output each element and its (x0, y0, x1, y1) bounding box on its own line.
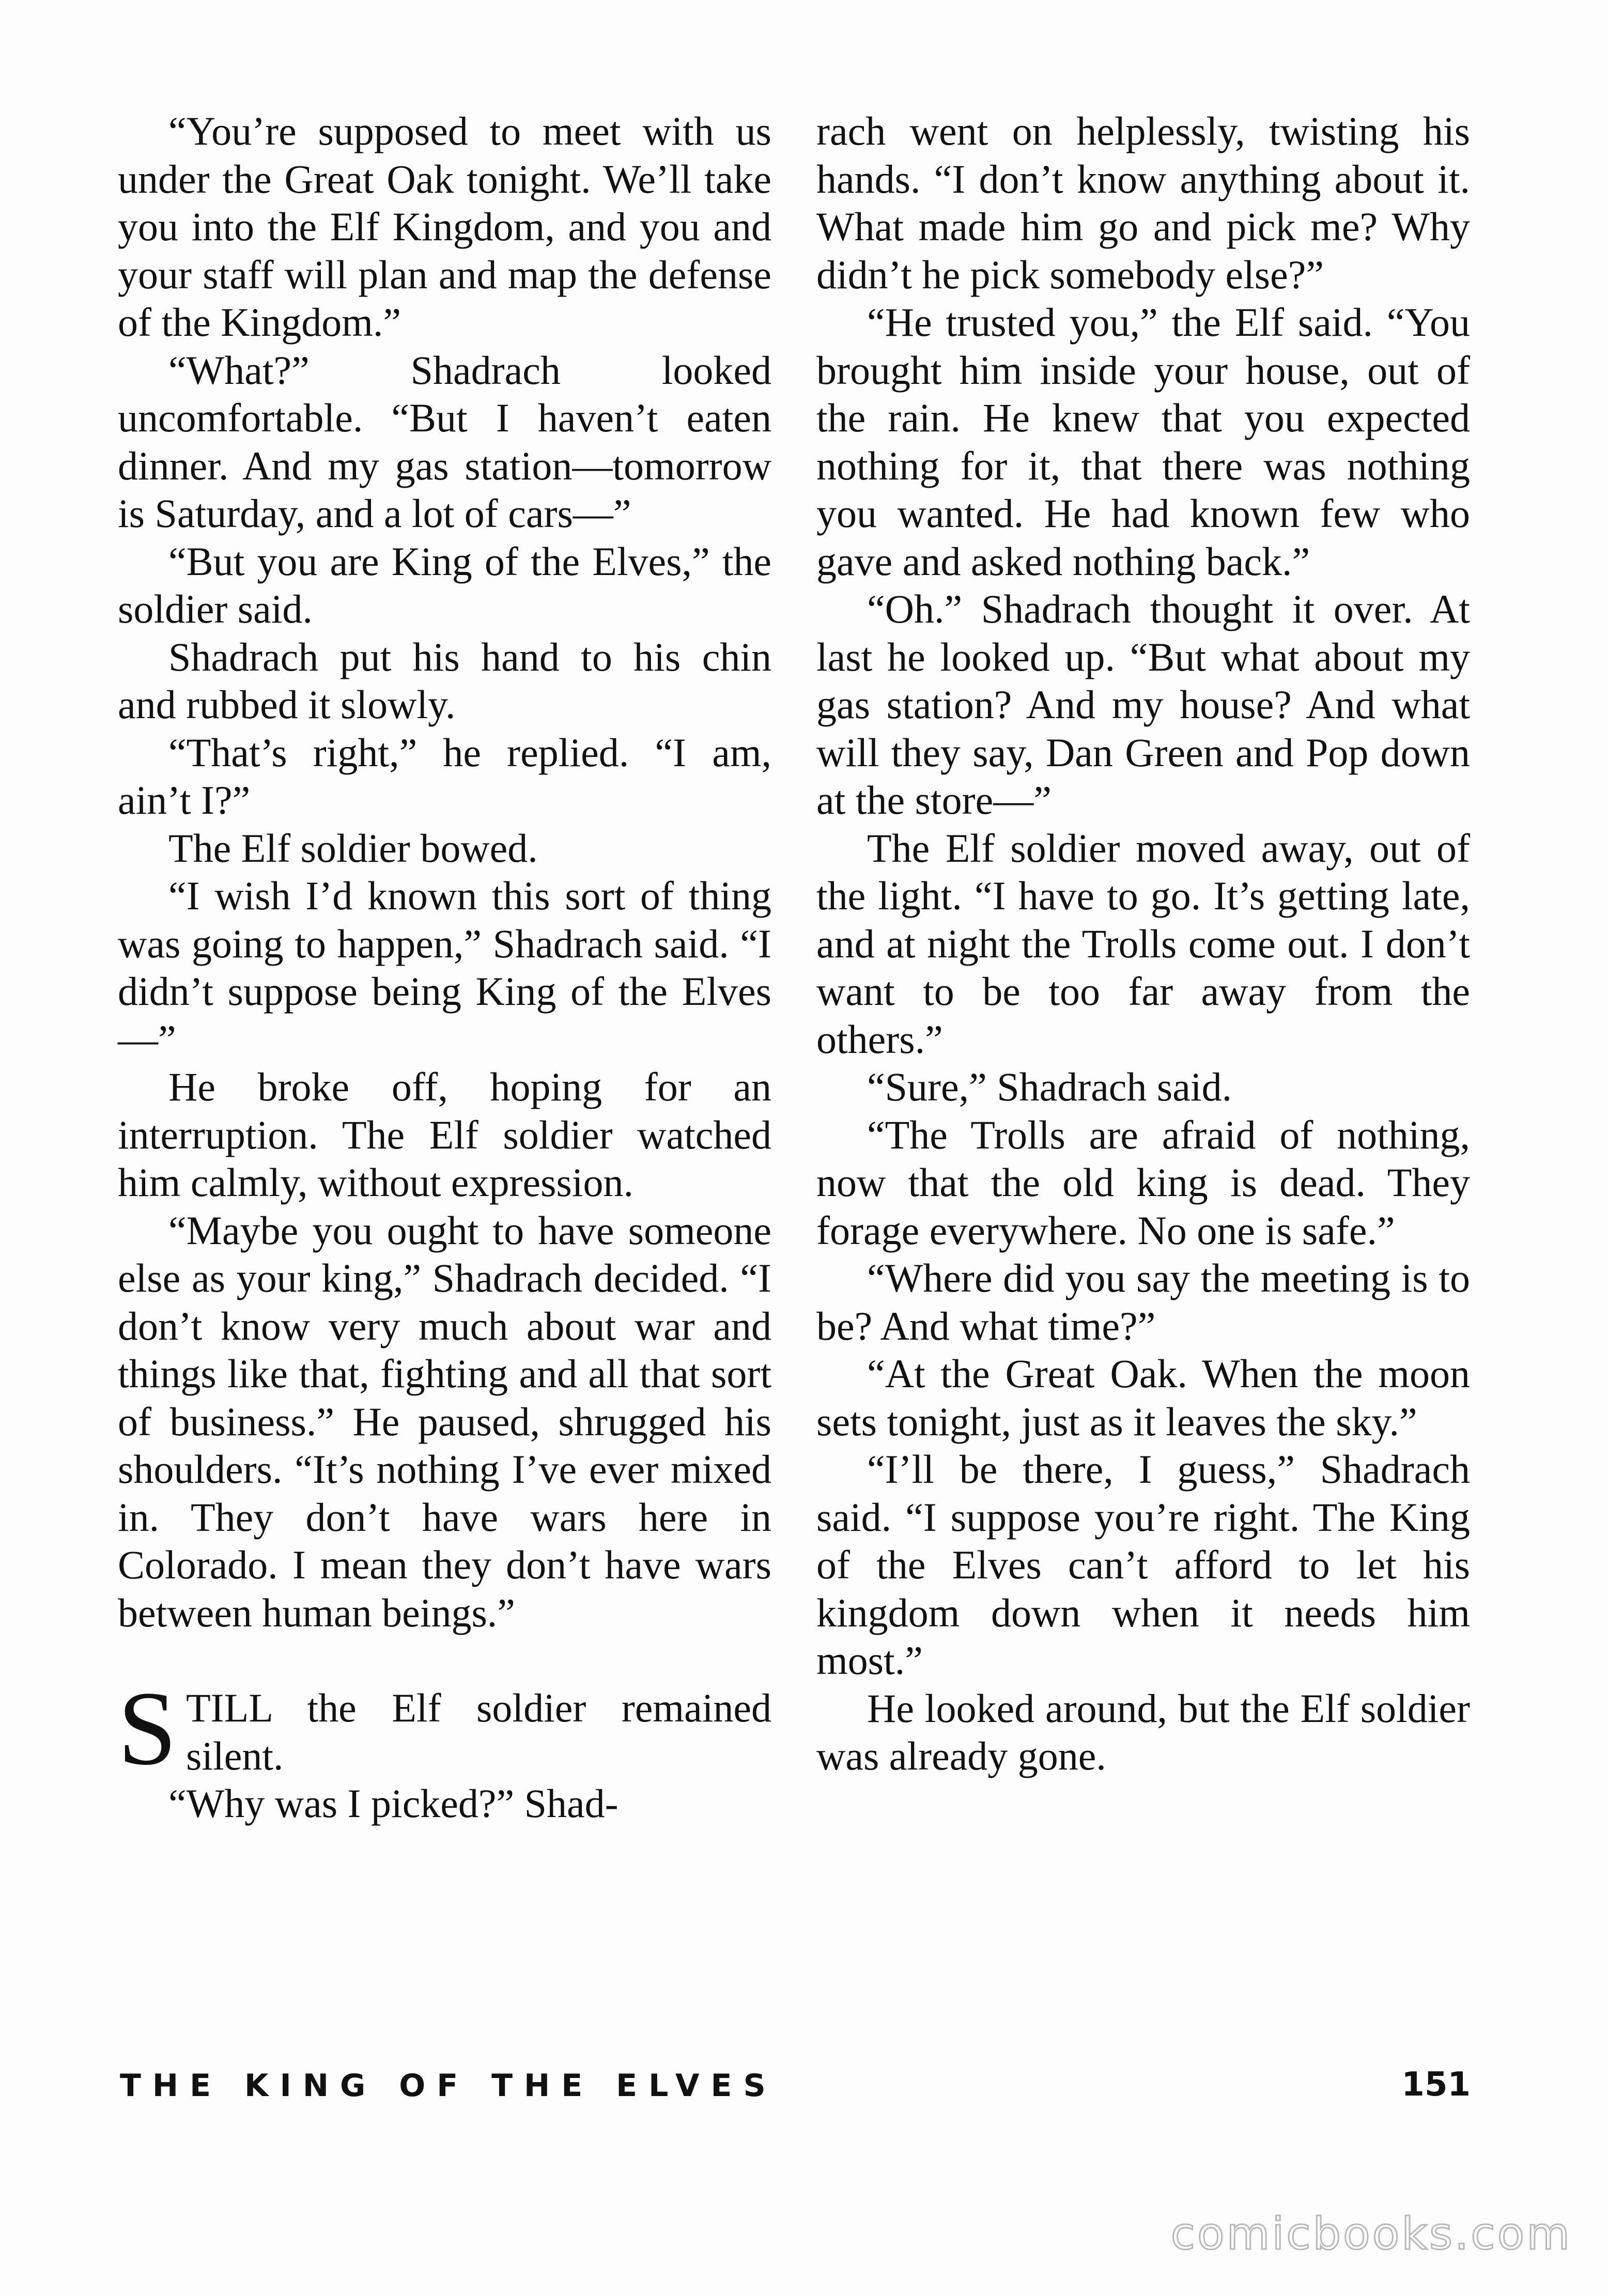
paragraph: The Elf soldier bowed. (168, 825, 538, 871)
paragraph: “Oh.” Shadrach thought it over. At last he looked up. “But what about my gas station? And my house? And what will they say, Dan Green and Pop down at the store—” (816, 586, 1470, 823)
paragraph: “At the Great Oak. When the moon sets tonight, just as it leaves the sky.” (816, 1351, 1470, 1444)
paragraph: “The Trolls are afraid of nothing, now that the old king is dead. They forage everywhere. No one is safe.” (816, 1112, 1470, 1253)
paragraph: “I wish I’d known this sort of thing was going to happen,” Shadrach said. “I didn’t suppose being King of the Elves—” (118, 873, 771, 1062)
paragraph: “That’s right,” he replied. “I am, ain’t I?” (118, 730, 771, 823)
paragraph: “He trusted you,” the Elf said. “You brought him inside your house, out of the rain. He knew that you expected nothing for it, that there was nothing you wanted. He had known few who gave and asked nothing back.” (816, 300, 1470, 584)
paragraph: He looked around, but the Elf soldier was already gone. (816, 1685, 1470, 1778)
paragraph: “What?” Shadrach looked uncomfortable. “But I haven’t eaten dinner. And my gas station—tomorrow is Saturday, and a lot of cars—” (118, 347, 771, 536)
watermark-text: comicbooks.com (1170, 2208, 1572, 2260)
dropcap-paragraph-text: TILL the Elf soldier remained silent. (186, 1685, 771, 1778)
paragraph: He broke off, hoping for an interruption. The Elf soldier watched him calmly, without expression. (118, 1064, 771, 1205)
dropcap-paragraph (118, 1670, 771, 1787)
paragraph: “You’re supposed to meet with us under the Great Oak tonight. We’ll take you into the Elf Kingdom, and you and your staff will plan and map the defense of the Kingdom.” (118, 108, 771, 345)
paragraph: “Maybe you ought to have someone else as your king,” Shadrach decided. “I don’t know very much about war and things like that, fighting and all that sort of business.” He paused, shrugged his shoulders. “It’s nothing I’ve ever mixed in. They don’t have wars here in Colorado. I mean they don’t have wars between human beings.” (118, 1207, 771, 1635)
running-footer-title: THE KING OF THE ELVES (120, 2068, 777, 2104)
section-break (118, 1637, 771, 1684)
paragraph: The Elf soldier moved away, out of the light. “I have to go. It’s getting late, and at night the Trolls come out. I don’t want to be too far away from the others.” (816, 825, 1470, 1062)
right-text-column (816, 107, 1470, 1780)
paragraph: “Sure,” Shadrach said. (867, 1064, 1232, 1109)
drop-cap-letter: S (118, 1670, 177, 1787)
paragraph: rach went on helplessly, twisting his hands. “I don’t know anything about it. What made him go and pick me? Why didn’t he pick somebody else?” (816, 108, 1470, 297)
paragraph: “But you are King of the Elves,” the soldier said. (118, 538, 771, 631)
page-number: 151 (1401, 2066, 1471, 2104)
left-text-column (118, 107, 771, 1828)
paragraph: “I’ll be there, I guess,” Shadrach said. “I suppose you’re right. The King of the Elves can’t afford to let his kingdom down when it needs him most.” (816, 1447, 1470, 1683)
paragraph: Shadrach put his hand to his chin and rubbed it slowly. (118, 634, 771, 727)
paragraph: “Why was I picked?” Shad- (168, 1781, 619, 1826)
paragraph: “Where did you say the meeting is to be? And what time?” (816, 1255, 1470, 1348)
